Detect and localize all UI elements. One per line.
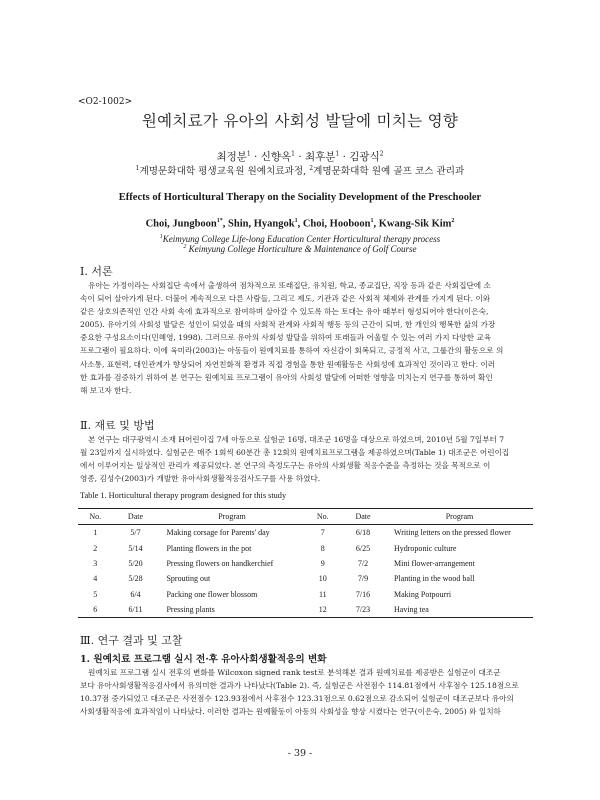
affiliation-english-2 [0, 242, 600, 254]
column-header: Program [386, 509, 533, 525]
table-cell: 7 [320, 528, 325, 538]
table-cell: Pressing plants [158, 602, 305, 618]
affiliations-korean [0, 163, 600, 177]
table-cell: 12 [306, 602, 341, 618]
affil-marker: 1 [159, 234, 163, 240]
table-cell: 6/25 [355, 543, 371, 553]
table-cell: Making corsage for Parents' day [166, 528, 270, 538]
text-line: 사회생활적응에 효과적임이 나타났다. 이러한 결과는 원예활동이 아동의 사회성을 향상 시켰다는 연구(이은숙, 2005) 와 일치하 [80, 707, 501, 717]
subsection-heading: 1. 원예치료 프로그램 실시 전·후 유아사회생활적응의 변화 [80, 654, 327, 665]
author-name: 신향옥 [260, 151, 292, 163]
affil-marker: 1 [291, 150, 295, 158]
author-name: 최후분 [305, 151, 336, 163]
table-cell: Mini flower-arrangement [393, 558, 475, 568]
text-line: 속이 되어 살아가게 된다. 더불어 계속적으로 다른 사람들, 그리고 제도, 기관과 같은 사회적 체제와 관계를 가지게 된다. 이와 [80, 294, 491, 304]
table-cell: Making Potpourri [393, 589, 452, 599]
section-heading-methods: Ⅱ. 재료 및 방법 [80, 419, 155, 432]
authors-korean [0, 149, 600, 164]
table-cell: Planting flowers in the pot [166, 543, 252, 553]
text-line: 해 보고자 한다. [80, 385, 132, 395]
paper-title-english: Effects of Horticultural Therapy on the Sociality Development of the Preschooler [118, 192, 482, 203]
table-cell: 4 [93, 574, 98, 584]
text-line: 원예치료 프로그램 실시 전후의 변화를 Wilcoxon signed rank test로 분석해본 결과 원예치료를 제공받은 실험군이 대조군 [88, 668, 501, 677]
separator: · [250, 151, 261, 163]
table-cell: 6/11 [113, 602, 159, 618]
affil-marker: 1* [216, 218, 223, 224]
text-line: 10.37점 증가되었고 대조군은 사전점수 123.93점에서 사후점수 123.31점으로 0.62점으로 감소되어 실험군이 대조군보다 유아의 [80, 694, 514, 704]
table-cell: 6/4 [130, 589, 141, 599]
table-cell: Planting in the wood ball [393, 574, 475, 584]
affil-marker: 1 [294, 218, 298, 224]
section-heading-intro: Ⅰ. 서론 [80, 265, 113, 278]
author-name: , Shin, Hyangok [222, 218, 295, 230]
table-cell: 1 [93, 528, 98, 538]
author-name: 김광식 [349, 151, 380, 163]
text-line: 에서 이루어지는 일상적인 관리가 제공되었다. 본 연구의 측정도구는 유아의 사회생활 적응수준을 측정하는 것을 목적으로 이 [80, 461, 491, 471]
column-header: Date [340, 509, 386, 525]
author-name: , Choi, Hooboon [297, 218, 371, 230]
table-cell: 9 [320, 558, 325, 568]
table-cell: Having tea [386, 602, 533, 618]
text-line: 프로그램이 필요하다. 이에 육미라(2003)는 아동들이 원예치료를 통하여 자신감이 회복되고, 긍정적 사고, 그룹간의 활동으로 의 [80, 346, 504, 356]
page-number: - 39 - [287, 748, 313, 759]
table-cell: 6 [78, 602, 113, 618]
text-line: 같은 상호의존적인 인간 사회 속에 효과적으로 참여하며 살아갈 수 있도록 하는 토대는 유아 때부터 형성되어야 한다(이은숙, [80, 307, 489, 317]
affil-marker: 1 [135, 164, 140, 172]
text-line: 본 연구는 대구광역시 소재 H어린이집 7세 아동으로 실험군 16명, 대조군 16명을 대상으로 하였으며, 2010년 5월 7일부터 7 [88, 435, 505, 444]
affiliation-text: Keimyung College Horticulture & Maintenance of Golf Course [186, 244, 417, 254]
text-line: 사소통, 표현력, 대인관계가 향상되어 자연친화적 환경과 직접 경험을 통한 원예활동은 사회성에 효과적인 것이라고 한다. 이러 [80, 359, 496, 369]
table-cell: 7/9 [357, 574, 369, 584]
table-row [78, 556, 533, 571]
paper-title-korean: 원예치료가 유아의 사회성 발달에 미치는 영향 [141, 112, 459, 130]
separator: · [339, 151, 350, 163]
table-cell: 7/2 [357, 558, 369, 568]
affil-marker: 2 [451, 218, 455, 224]
text-line: 영종, 김성수(2003)가 개발한 유아사회생활적응검사도구를 사용 하였다. [80, 474, 321, 484]
table-caption: Table 1. Horticultural therapy program designed for this study [80, 491, 287, 500]
program-table [78, 508, 533, 618]
affiliation-text: Keimyung College Life-long Education Center Horticultural therapy process [162, 234, 441, 244]
table-cell: 6/18 [355, 528, 371, 538]
affil-marker: 1 [370, 218, 374, 224]
results-paragraph [80, 666, 532, 718]
intro-paragraph [80, 279, 532, 397]
table-cell: 10 [318, 574, 327, 584]
table-cell: 11 [318, 589, 327, 599]
section-heading-results: Ⅲ. 연구 결과 및 고찰 [80, 634, 183, 647]
table-row [78, 525, 533, 541]
author-name: 최정분 [216, 151, 247, 163]
text-line: 중요한 구성요소이다(민혜영, 1998). 그러므로 유아의 사회성 발달을 위하여 또래들과 어울릴 수 있는 여러 가지 다양한 교육 [80, 333, 492, 343]
text-line: 월 23일까지 실시하였다. 실험군은 매주 1회씩 60분간 총 12회의 원예치료프로그램을 제공하였으며(Table 1) 대조군은 어린이집 [80, 448, 510, 458]
table-cell: 5 [93, 589, 98, 599]
separator: · [294, 151, 305, 163]
author-name: Choi, Jungboon [145, 218, 217, 230]
table-row [78, 587, 533, 602]
column-header: No. [306, 509, 341, 525]
authors-english [0, 218, 600, 230]
affiliation-1: 계명문화대학 평생교육원 원예치료과정, [139, 166, 307, 177]
affil-marker: 2 [183, 244, 187, 250]
table-cell: 7/16 [355, 589, 371, 599]
table-cell: 5/20 [128, 558, 143, 568]
text-line: 보다 유아사회생활적응검사에서 유의미한 결과가 나타났다(Table 2). 즉, 실험군은 사전점수 114.81점에서 사후점수 125.18점으로 [80, 681, 519, 691]
table-row [78, 540, 533, 555]
column-header: Date [113, 509, 159, 525]
table-cell: 8 [320, 543, 325, 553]
table-cell: 5/7 [130, 528, 141, 538]
methods-paragraph [80, 433, 532, 485]
table-cell: 3 [93, 558, 98, 568]
paper-code: <O2-1002> [78, 97, 133, 107]
text-line: 2005). 유아기의 사회성 발달은 성인이 되었을 때의 사회적 관계와 사회적 행동 등의 근간이 되며, 한 개인의 행복한 삶의 가장 [80, 320, 496, 330]
table-cell: Sprouting out [166, 574, 211, 584]
table-row [78, 602, 533, 618]
table-row [78, 571, 533, 586]
table-cell: 5/28 [128, 574, 143, 584]
table-cell: Pressing flowers on handkerchief [166, 558, 274, 568]
text-line: 유아는 가정이라는 사회집단 속에서 출생하여 점차적으로 또래집단, 유치원, 학교, 종교집단, 직장 등과 같은 사회집단에 소 [88, 281, 491, 290]
affil-marker: 2 [309, 164, 314, 172]
affiliation-2: 계명문화대학 원예 골프 코스 관리과 [313, 166, 465, 177]
author-name: , Kwang-Sik Kim [373, 218, 452, 230]
table-cell: Packing one flower blossom [166, 589, 258, 599]
table-cell: 5/14 [128, 543, 143, 553]
table-cell: Hydroponic culture [393, 543, 457, 553]
affil-marker: 1 [335, 150, 340, 158]
affil-marker: 2 [379, 150, 384, 158]
column-header: No. [78, 509, 113, 525]
table-cell: Writing letters on the pressed flower [393, 528, 511, 538]
affil-marker: 1 [246, 150, 251, 158]
column-header: Program [158, 509, 305, 525]
table-cell: 7/23 [340, 602, 386, 618]
table-cell: 2 [93, 543, 98, 553]
table-header-row [78, 509, 533, 525]
text-line: 한 효과를 검증하기 위하여 본 연구는 원예치료 프로그램이 유아의 사회성 발달에 어떠한 영향을 미치는지 연구를 통하여 확인 [80, 372, 493, 382]
